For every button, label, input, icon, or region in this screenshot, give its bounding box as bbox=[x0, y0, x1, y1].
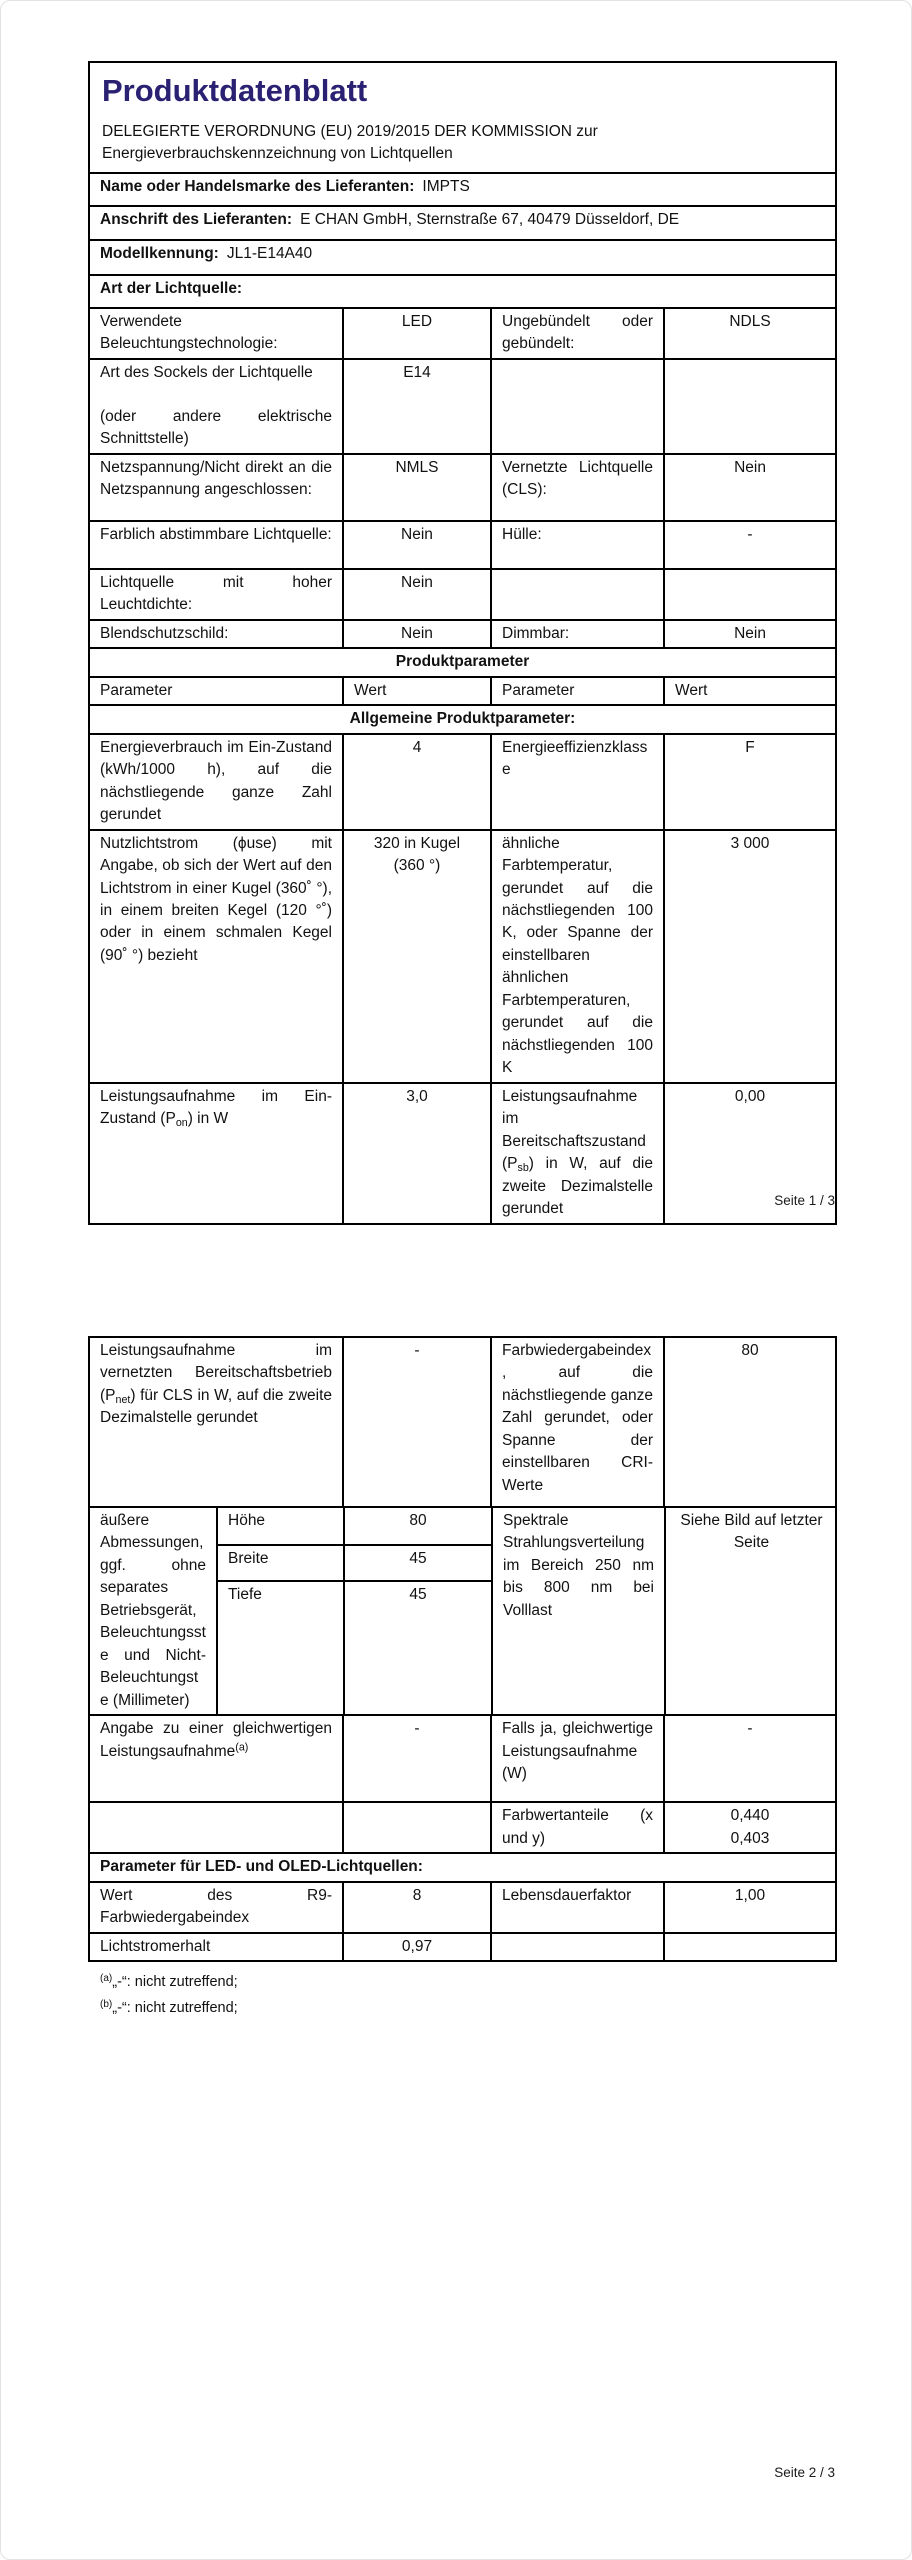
page-1 bbox=[88, 61, 835, 1225]
chromaticity-y: 0,403 bbox=[730, 1829, 770, 1847]
model-id-label: Modellkennung: bbox=[100, 244, 219, 262]
supplier-name-row bbox=[89, 173, 836, 206]
empty-cell bbox=[89, 1802, 343, 1853]
efficiency-class-label: Energieeffizienzklasse bbox=[491, 734, 664, 830]
spectral-distribution-value: Siehe Bild auf letzter Seite bbox=[665, 1508, 836, 1714]
param-label-cell: Ungebündelt oder gebündelt: bbox=[491, 308, 664, 359]
useful-flux-label: Nutzlichtstrom (ϕuse) mit Angabe, ob sich der Wert auf den Lichtstrom in einer Kugel (360˚ °), in einem breiten Kegel (120 °˚) oder in einem schmalen Kegel (90˚ °) bezieht bbox=[89, 830, 343, 1083]
footnote-a: $^{(a)}$„-“: nicht zutreffend; bbox=[100, 1973, 238, 1991]
param-label-cell bbox=[89, 359, 343, 454]
page-2-footer: Seite 2 / 3 bbox=[774, 2465, 835, 2480]
empty-cell bbox=[491, 1933, 664, 1961]
equivalent-power-label: Angabe zu einer gleichwertigen Leistungsaufnahme$^{(a)}$ bbox=[89, 1715, 343, 1802]
param-label-cell: Farblich abstimmbare Lichtquelle: bbox=[89, 521, 343, 569]
standby-power-label: Leistungsaufnahme im Bereitschaftszustand $(P_{sb})$ in W, auf die zweite Dezimalstelle gerundet bbox=[491, 1083, 664, 1224]
param-label-cell: Lichtquelle mit hoher Leuchtdichte: bbox=[89, 569, 343, 620]
param-value-cell: NMLS bbox=[343, 454, 491, 521]
standby-power-value: 0,00 bbox=[664, 1083, 836, 1224]
product-datasheet-table-page1 bbox=[88, 61, 837, 1225]
spectral-distribution-label: Spektrale Strahlungsverteilung im Bereich 250 nm bis 800 nm bei Volllast bbox=[492, 1508, 665, 1714]
param-label-cell: Verwendete Beleuchtungstechnologie: bbox=[89, 308, 343, 359]
if-yes-equivalent-power-value: - bbox=[664, 1715, 836, 1802]
networked-standby-label: Leistungsaufnahme im vernetzten Bereitschaftsbetrieb $(P_{net})$ für CLS in W, auf die zweite Dezimalstelle gerundet bbox=[89, 1337, 343, 1507]
efficiency-class-value: F bbox=[664, 734, 836, 830]
empty-cell bbox=[664, 1933, 836, 1961]
param-label-cell: Blendschutzschild: bbox=[89, 620, 343, 648]
energy-consumption-label: Energieverbrauch im Ein-Zustand (kWh/1000 h), auf die nächstliegende ganze Zahl gerundet bbox=[89, 734, 343, 830]
empty-cell bbox=[491, 359, 664, 454]
lifetime-factor-label: Lebensdauerfaktor bbox=[491, 1882, 664, 1933]
empty-cell bbox=[664, 359, 836, 454]
param-label-cell: Vernetzte Lichtquelle (CLS): bbox=[491, 454, 664, 521]
cri-value: 80 bbox=[664, 1337, 836, 1507]
dimension-name-tiefe: Tiefe bbox=[217, 1581, 344, 1714]
footnote-ref-a: (a) bbox=[235, 1741, 249, 1754]
model-id-row bbox=[89, 240, 836, 275]
product-datasheet-table-page2 bbox=[88, 1336, 837, 1962]
light-source-type-header: Art der Lichtquelle: bbox=[89, 275, 836, 308]
dimensions-label: äußere Abmessungen, ggf. ohne separates Betriebsgerät, Beleuchtungsste und Nicht- Beleuchtungste (Millimeter) bbox=[90, 1508, 217, 1714]
dimension-value-breite: 45 bbox=[344, 1545, 492, 1582]
column-header-wert: Wert bbox=[664, 677, 836, 705]
regulation-line-2: Energieverbrauchskennzeichnung von Lichtquellen bbox=[102, 145, 453, 163]
useful-flux-value-line2: (360 °) bbox=[393, 857, 441, 875]
param-label-cell: Netzspannung/Nicht direkt an die Netzspannung angeschlossen: bbox=[89, 454, 343, 521]
param-value-cell: NDLS bbox=[664, 308, 836, 359]
param-value-cell: LED bbox=[343, 308, 491, 359]
useful-flux-value bbox=[343, 830, 491, 1083]
dimension-value-tiefe: 45 bbox=[344, 1581, 492, 1714]
supplier-name-label: Name oder Handelsmarke des Lieferanten: bbox=[100, 177, 415, 195]
page-1-footer: Seite 1 / 3 bbox=[774, 1193, 835, 1208]
product-parameters-header: Produktparameter bbox=[89, 648, 836, 676]
param-value-cell: Nein bbox=[664, 620, 836, 648]
general-parameters-header: Allgemeine Produktparameter: bbox=[89, 705, 836, 733]
param-value-cell: Nein bbox=[343, 569, 491, 620]
socket-type-line1: Art des Sockels der Lichtquelle bbox=[100, 363, 313, 381]
supplier-address-label: Anschrift des Lieferanten: bbox=[100, 210, 293, 228]
networked-standby-value: - bbox=[343, 1337, 491, 1507]
param-value-cell: Nein bbox=[343, 521, 491, 569]
title-block bbox=[89, 62, 836, 173]
param-value-cell: E14 bbox=[343, 359, 491, 454]
on-mode-power-label: Leistungsaufnahme im Ein-Zustand $(P_{on})$ in W bbox=[89, 1083, 343, 1224]
model-id-value: JL1-E14A40 bbox=[226, 244, 313, 262]
energy-consumption-value: 4 bbox=[343, 734, 491, 830]
supplier-address-row bbox=[89, 206, 836, 240]
lumen-maintenance-value: 0,97 bbox=[343, 1933, 491, 1961]
param-label-cell: Hülle: bbox=[491, 521, 664, 569]
dimensions-row bbox=[89, 1507, 836, 1715]
colour-temperature-value: 3 000 bbox=[664, 830, 836, 1083]
page-title: Produktdatenblatt bbox=[102, 73, 368, 108]
column-header-parameter: Parameter bbox=[89, 677, 343, 705]
lifetime-factor-value: 1,00 bbox=[664, 1882, 836, 1933]
regulation-subtitle bbox=[102, 121, 823, 166]
column-header-parameter: Parameter bbox=[491, 677, 664, 705]
page-2 bbox=[88, 1336, 835, 2021]
chromaticity-x: 0,440 bbox=[730, 1807, 770, 1825]
led-oled-parameters-header: Parameter für LED- und OLED-Lichtquellen: bbox=[89, 1853, 836, 1881]
footnote-b: $^{(b)}$„-“: nicht zutreffend; bbox=[100, 1999, 238, 2017]
empty-cell bbox=[664, 569, 836, 620]
r9-index-value: 8 bbox=[343, 1882, 491, 1933]
dimensions-inner-table bbox=[90, 1508, 836, 1714]
empty-cell bbox=[491, 569, 664, 620]
supplier-name-value: IMPTS bbox=[422, 177, 470, 195]
footnotes bbox=[88, 1969, 835, 2021]
empty-cell bbox=[343, 1802, 491, 1853]
chromaticity-values bbox=[664, 1802, 836, 1853]
param-label-cell: Dimmbar: bbox=[491, 620, 664, 648]
column-header-wert: Wert bbox=[343, 677, 491, 705]
regulation-line-1: DELEGIERTE VERORDNUNG (EU) 2019/2015 DER KOMMISSION zur bbox=[102, 122, 598, 140]
chromaticity-label: Farbwertanteile (x und y) bbox=[491, 1802, 664, 1853]
supplier-address-value: E CHAN GmbH, Sternstraße 67, 40479 Düsseldorf, DE bbox=[300, 210, 680, 228]
equivalent-power-value: - bbox=[343, 1715, 491, 1802]
param-value-cell: - bbox=[664, 521, 836, 569]
r9-index-label: Wert des R9-Farbwiedergabeindex bbox=[89, 1882, 343, 1933]
param-value-cell: Nein bbox=[664, 454, 836, 521]
dimension-name-hoehe: Höhe bbox=[217, 1508, 344, 1545]
lumen-maintenance-label: Lichtstromerhalt bbox=[89, 1933, 343, 1961]
param-value-cell: Nein bbox=[343, 620, 491, 648]
on-mode-power-value: 3,0 bbox=[343, 1083, 491, 1224]
if-yes-equivalent-power-label: Falls ja, gleichwertige Leistungsaufnahme (W) bbox=[491, 1715, 664, 1802]
useful-flux-value-line1: 320 in Kugel bbox=[373, 834, 461, 852]
dimension-value-hoehe: 80 bbox=[344, 1508, 492, 1545]
socket-type-line2: (oder andere elektrische Schnittstelle) bbox=[100, 407, 332, 448]
cri-label: Farbwiedergabeindex, auf die nächstliegende ganze Zahl gerundet, oder Spanne der einstellbaren CRI-Werte bbox=[491, 1337, 664, 1507]
dimension-name-breite: Breite bbox=[217, 1545, 344, 1582]
colour-temperature-label: ähnliche Farbtemperatur, gerundet auf die nächstliegenden 100 K, oder Spanne der einstellbaren ähnlichen Farbtemperaturen, gerundet auf die nächstliegenden 100 K bbox=[491, 830, 664, 1083]
